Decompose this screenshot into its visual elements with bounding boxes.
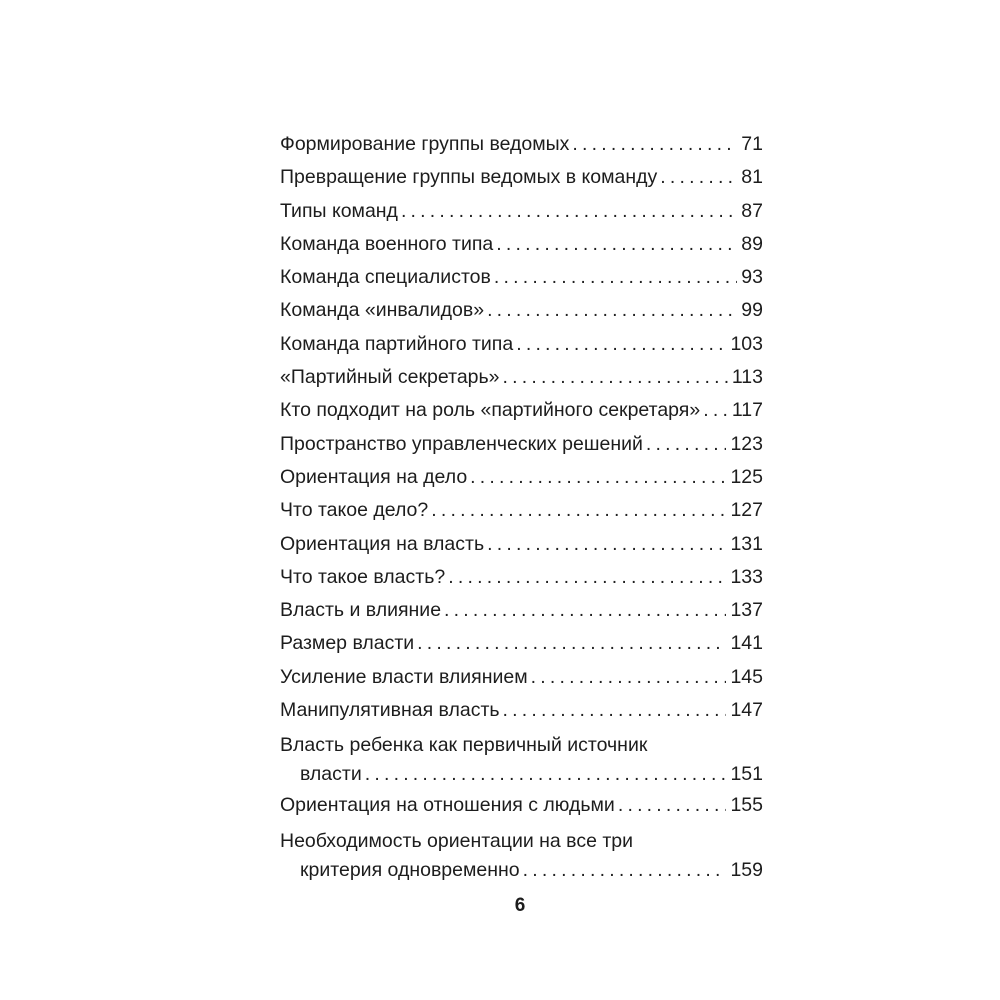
dot-leader: [494, 261, 737, 294]
table-of-contents: [280, 128, 763, 885]
page-number: 6: [514, 895, 526, 916]
toc-entry: [280, 827, 763, 885]
toc-entry-page: 137: [730, 599, 763, 622]
toc-entry-title-line1: Власть ребенка как первичный источник: [280, 734, 648, 757]
dot-leader: [487, 528, 726, 561]
toc-entry-title: Что такое дело?: [280, 499, 429, 522]
toc-entry-page: 131: [730, 532, 763, 555]
toc-entry-title: Власть и влияние: [280, 599, 442, 622]
toc-entry: [280, 228, 763, 261]
toc-entry-page: 127: [730, 499, 763, 522]
toc-entry-title: Манипулятивная власть: [280, 699, 500, 722]
toc-entry-page: 117: [731, 399, 763, 422]
toc-entry: [280, 361, 763, 394]
toc-entry-title: Ориентация на отношения с людьми: [280, 794, 615, 817]
toc-entry: [280, 294, 763, 327]
toc-entry-title-line1: Необходимость ориентации на все три: [280, 829, 633, 852]
dot-leader: [703, 394, 728, 427]
dot-leader: [444, 594, 726, 627]
toc-entry-page: 113: [731, 366, 763, 389]
dot-leader: [660, 161, 737, 194]
toc-entry: [280, 328, 763, 361]
toc-entry-page: 147: [730, 699, 763, 722]
toc-entry-page: 123: [730, 432, 763, 455]
toc-entry-page: 87: [741, 199, 763, 222]
toc-entry-page: 159: [730, 858, 763, 881]
toc-entry-title: Команда специалистов: [280, 266, 491, 289]
toc-entry: [280, 789, 763, 822]
toc-entry-page: 141: [730, 632, 763, 655]
dot-leader: [572, 128, 737, 161]
toc-entry-page: 103: [730, 332, 763, 355]
toc-entry-title: Пространство управленческих решений: [280, 432, 643, 455]
toc-entry-page: 93: [741, 266, 763, 289]
dot-leader: [470, 461, 726, 494]
toc-entry-title: Формирование группы ведомых: [280, 133, 570, 155]
toc-entry: [280, 528, 763, 561]
toc-entry: [280, 195, 763, 228]
toc-entry-title: Типы команд: [280, 199, 398, 222]
dot-leader: [417, 627, 726, 660]
toc-entry: [280, 731, 763, 789]
toc-entry-title: Что такое власть?: [280, 565, 446, 588]
toc-entry: [280, 161, 763, 194]
toc-entry: [280, 394, 763, 427]
dot-leader: [431, 494, 726, 527]
toc-entry: [280, 494, 763, 527]
dot-leader: [523, 855, 727, 885]
toc-entry-title: Кто подходит на роль «партийного секретаря»: [280, 399, 701, 422]
dot-leader: [503, 361, 728, 394]
toc-entry-page: 71: [741, 133, 763, 155]
dot-leader: [531, 661, 727, 694]
dot-leader: [448, 561, 726, 594]
toc-entry: [280, 261, 763, 294]
dot-leader: [365, 759, 727, 789]
toc-entry-title: Превращение группы ведомых в команду: [280, 166, 658, 189]
toc-entry-page: 125: [730, 465, 763, 488]
toc-entry: [280, 594, 763, 627]
toc-entry-title: Команда «инвалидов»: [280, 299, 485, 322]
toc-entry-page: 145: [730, 665, 763, 688]
dot-leader: [646, 428, 727, 461]
dot-leader: [487, 294, 737, 327]
toc-entry-title: Ориентация на власть: [280, 532, 485, 555]
toc-entry: [280, 428, 763, 461]
dot-leader: [618, 789, 727, 822]
dot-leader: [516, 328, 726, 361]
dot-leader: [503, 694, 727, 727]
toc-entry: [280, 128, 763, 161]
toc-entry-title: Размер власти: [280, 632, 415, 655]
toc-entry-title: Команда военного типа: [280, 232, 494, 255]
toc-entry: [280, 561, 763, 594]
toc-entry: [280, 661, 763, 694]
toc-entry-title: Усиление власти влиянием: [280, 665, 528, 688]
toc-entry: [280, 461, 763, 494]
toc-entry-page: 151: [730, 763, 763, 786]
toc-entry: [280, 694, 763, 727]
toc-entry-page: 99: [741, 299, 763, 322]
toc-entry: [280, 627, 763, 660]
toc-entry-title-line2: критерия одновременно: [300, 858, 520, 881]
dot-leader: [401, 195, 737, 228]
dot-leader: [496, 228, 737, 261]
toc-entry-page: 155: [730, 794, 763, 817]
toc-entry-title: «Партийный секретарь»: [280, 366, 500, 389]
toc-entry-page: 133: [730, 565, 763, 588]
toc-entry-page: 89: [741, 232, 763, 255]
toc-entry-title: Ориентация на дело: [280, 465, 468, 488]
toc-entry-title: Команда партийного типа: [280, 332, 514, 355]
toc-entry-page: 81: [741, 166, 763, 189]
toc-entry-title-line2: власти: [300, 763, 362, 786]
